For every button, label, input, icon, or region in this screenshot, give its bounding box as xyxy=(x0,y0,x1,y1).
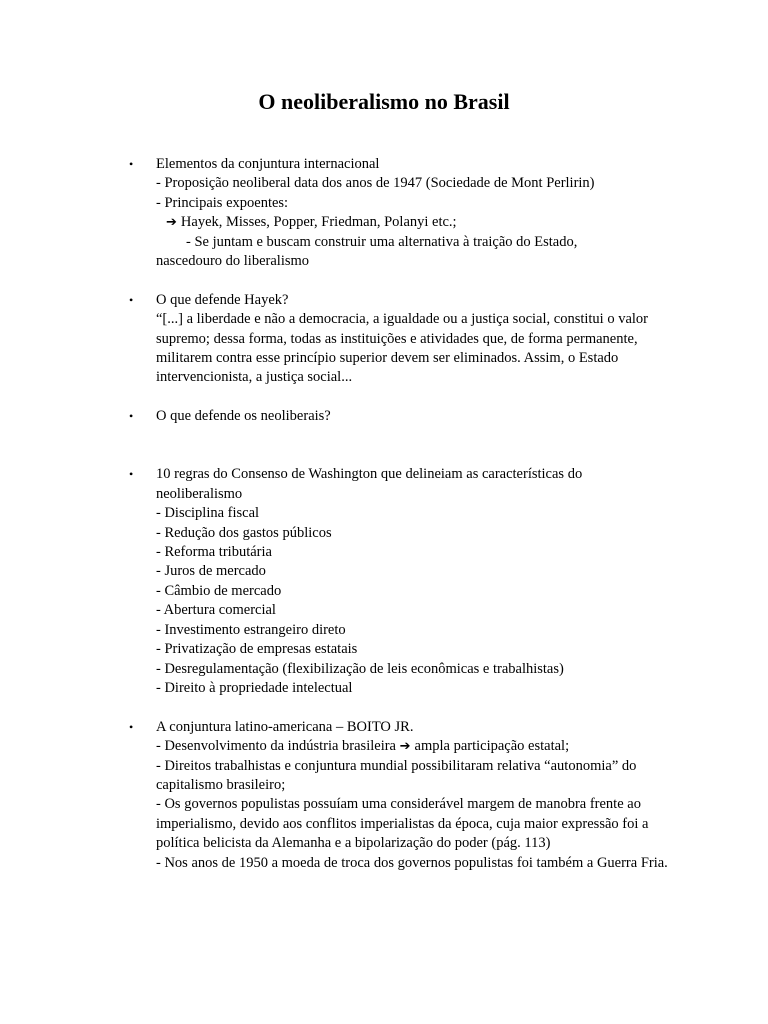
rule-line: - Direito à propriedade intelectual xyxy=(156,679,353,696)
bullet-icon: • xyxy=(129,467,134,482)
expoentes-text: Hayek, Misses, Popper, Friedman, Polanyi etc.; xyxy=(180,214,457,231)
rule-line: - Abertura comercial xyxy=(156,602,276,619)
section-line: - Se juntam e buscam construir uma alternativa à traição do Estado, xyxy=(186,233,578,250)
section-line: - Direitos trabalhistas e conjuntura mundial possibilitaram relativa “autonomia” do capitalismo brasileiro; xyxy=(156,757,637,793)
section-arrow-line xyxy=(156,213,668,232)
rule-line: - Câmbio de mercado xyxy=(156,582,282,599)
rule-line: - Disciplina fiscal xyxy=(156,505,260,522)
section-heading: A conjuntura latino-americana – BOITO JR. xyxy=(156,718,414,735)
list-item xyxy=(0,718,668,873)
arrow-right-icon: ➔ xyxy=(399,739,411,755)
list-item xyxy=(0,155,668,271)
section-line: - Nos anos de 1950 a moeda de troca dos governos populistas foi também a Guerra Fria. xyxy=(156,854,668,871)
section-heading: O que defende os neoliberais? xyxy=(156,408,331,425)
section-heading: Elementos da conjuntura internacional xyxy=(156,156,380,172)
rule-line: - Desregulamentação (flexibilização de leis econômicas e trabalhistas) xyxy=(156,660,564,677)
bullet-icon: • xyxy=(129,719,134,734)
section-heading: O que defende Hayek? xyxy=(156,291,289,308)
bullet-icon: • xyxy=(129,157,134,171)
bullet-icon: • xyxy=(129,409,134,424)
section-line: - Proposição neoliberal data dos anos de 1947 (Sociedade de Mont Perlirin) xyxy=(156,175,595,192)
bullet-icon: • xyxy=(129,292,134,307)
section-line: - Os governos populistas possuíam uma considerável margem de manobra frente ao imperialismo, devido aos conflitos imperialistas da época, cuja maior expressão foi a política belicista da Alemanha e a bipolarização do poder (pág. 113) xyxy=(156,796,649,852)
page-title: O neoliberalismo no Brasil xyxy=(258,89,510,114)
rule-line: - Reforma tributária xyxy=(156,544,272,561)
rule-line: - Investimento estrangeiro direto xyxy=(156,621,346,638)
rule-line: - Juros de mercado xyxy=(156,563,266,580)
list-item xyxy=(0,291,668,388)
list-item xyxy=(0,407,668,426)
section-line: - Principais expoentes: xyxy=(156,194,289,211)
list-item xyxy=(0,465,668,698)
bullet-list xyxy=(0,155,768,873)
section-line: nascedouro do liberalismo xyxy=(156,253,310,270)
arrow-right-icon: ➔ xyxy=(166,215,177,231)
arrow-line-post: ampla participação estatal; xyxy=(414,738,570,755)
rule-line: - Redução dos gastos públicos xyxy=(156,524,332,541)
quote-text: “[...] a liberdade e não a democracia, a igualdade ou a justiça social, constitui o valor supremo; dessa forma, todas as instituições e atividades que, de forma permanente, militarem contra esse princípio superior devem ser eliminados. Assim, o Estado intervencionista, a justiça social... xyxy=(156,311,648,386)
arrow-line-pre: - Desenvolvimento da indústria brasileira xyxy=(156,738,396,755)
section-arrow-line xyxy=(156,737,668,756)
rule-line: - Privatização de empresas estatais xyxy=(156,641,358,658)
section-heading: 10 regras do Consenso de Washington que delineiam as características do neoliberalismo xyxy=(156,466,583,502)
